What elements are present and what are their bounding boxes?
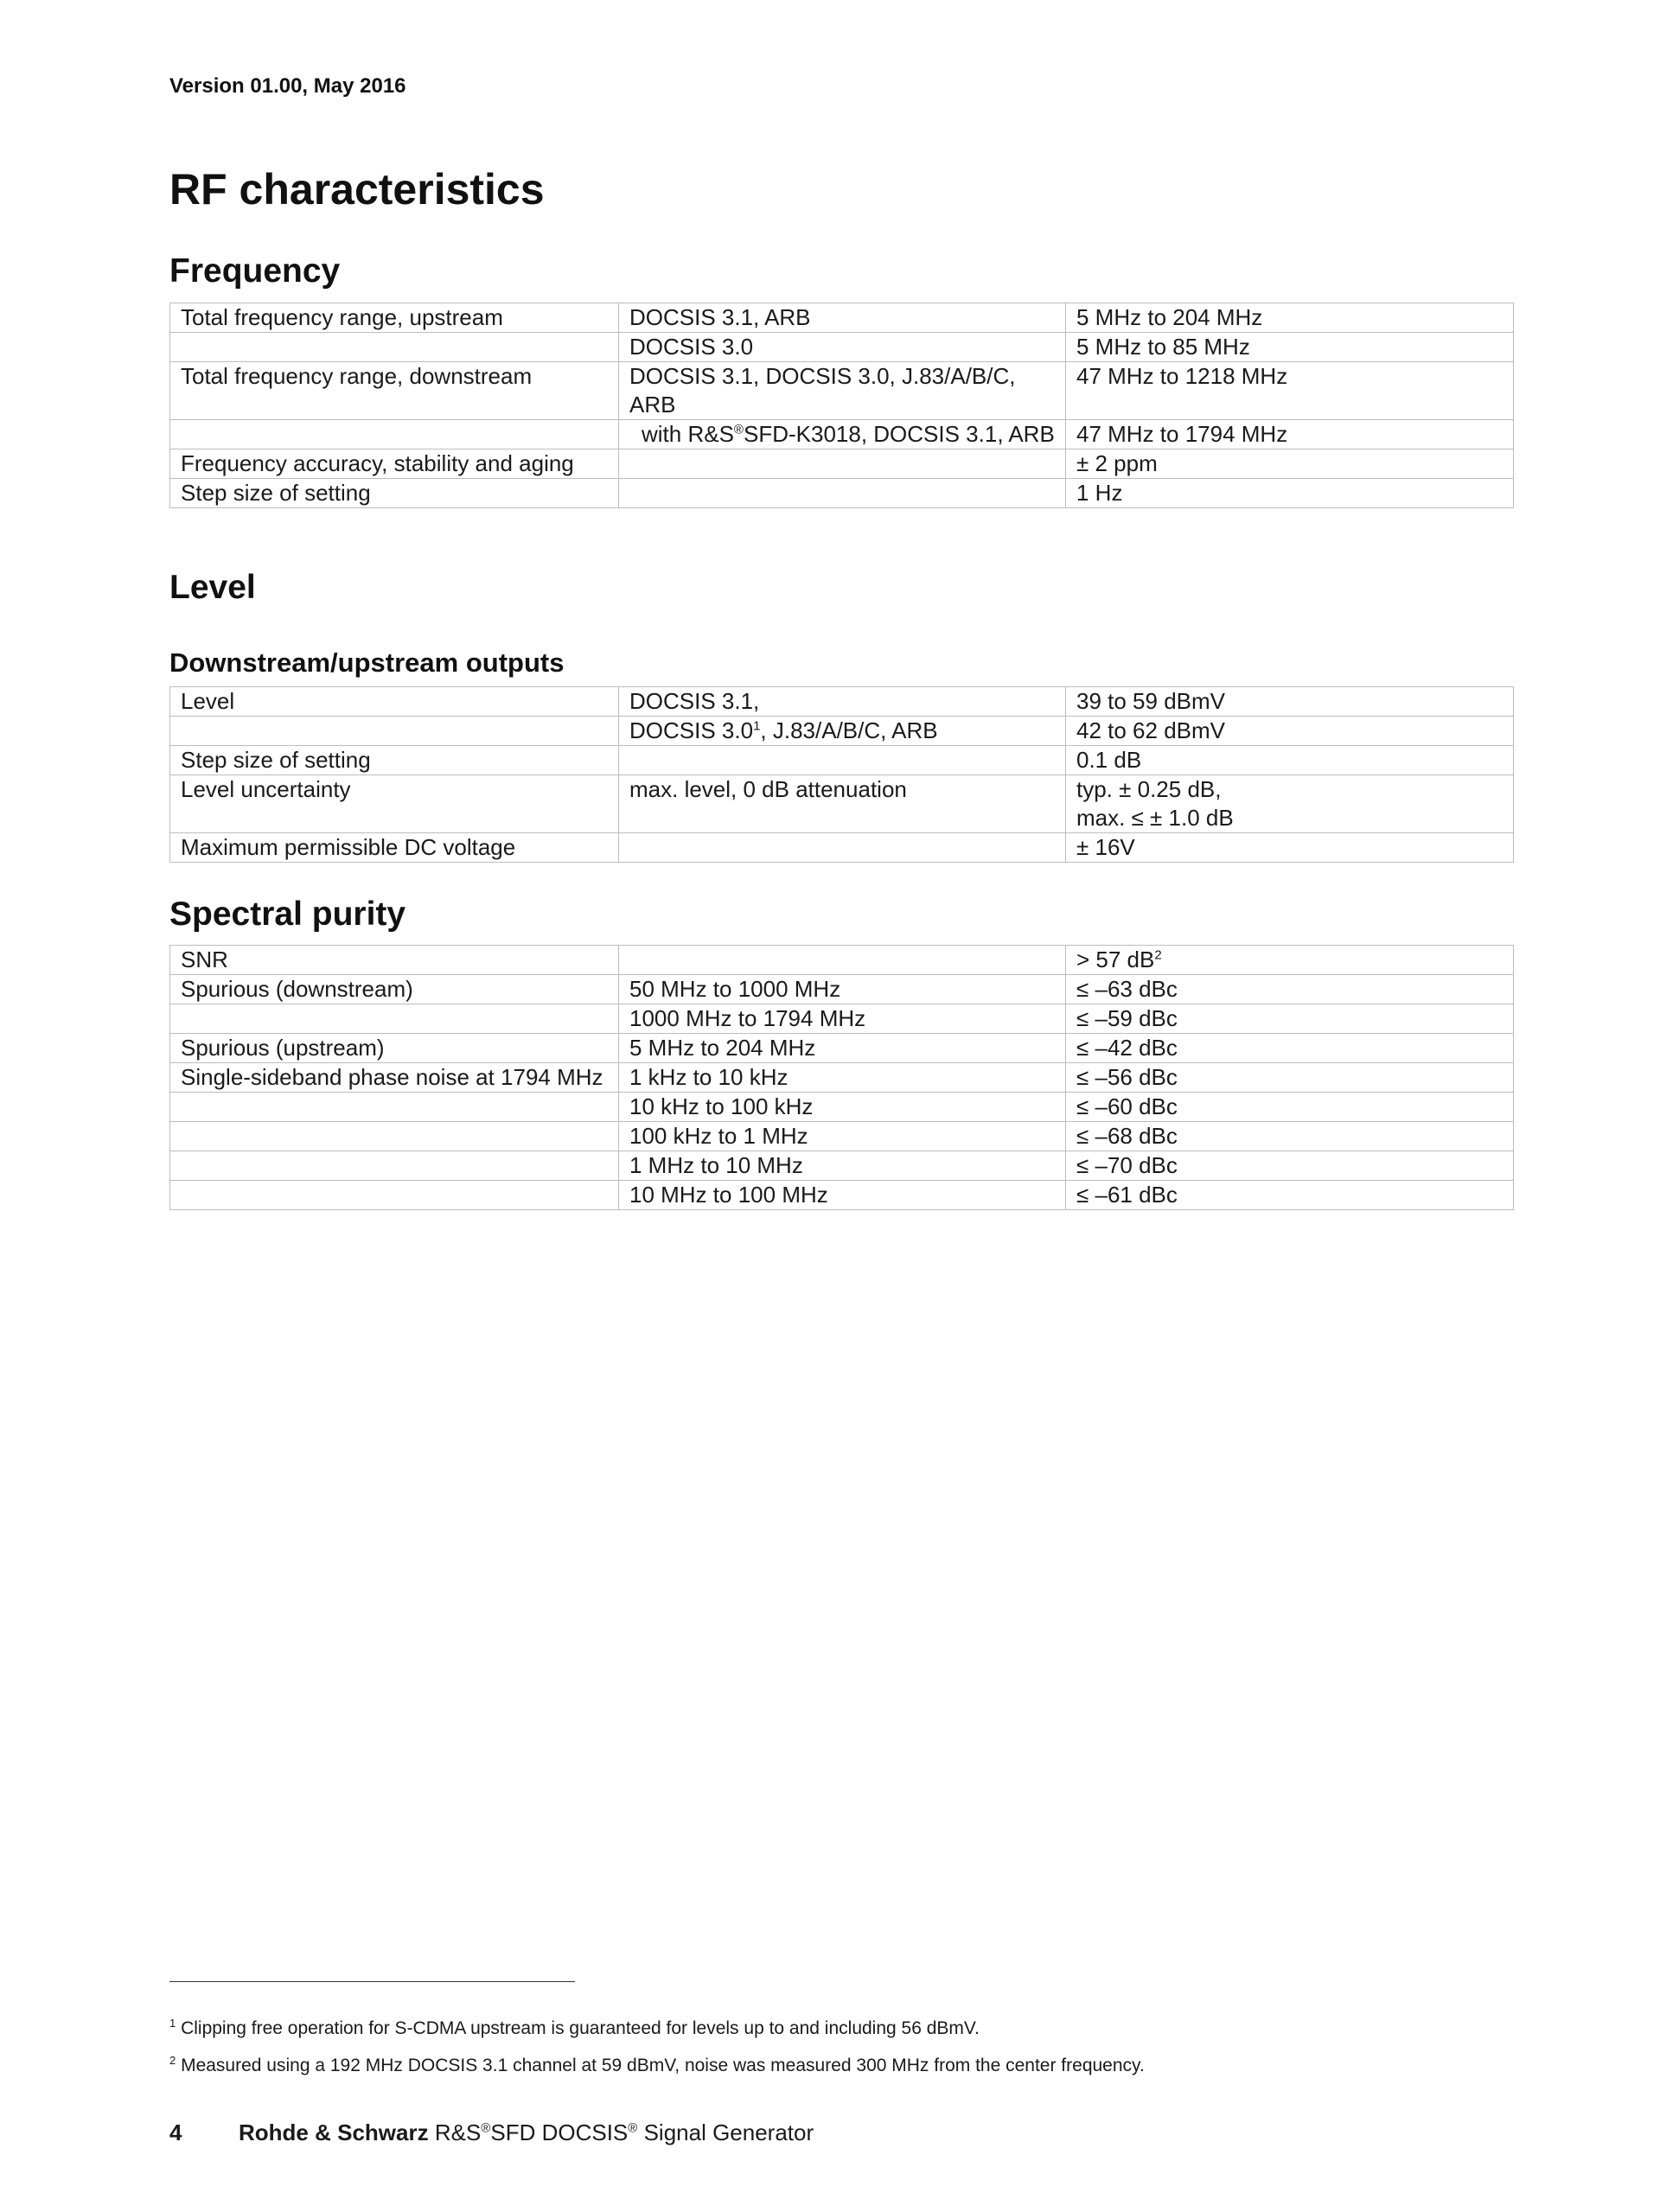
table-row xyxy=(170,420,1514,449)
value-cell: 47 MHz to 1218 MHz xyxy=(1066,362,1514,420)
product-mid: SFD DOCSIS xyxy=(490,2120,629,2145)
footnote-ref: 2 xyxy=(1154,947,1162,963)
param-cell xyxy=(170,1122,619,1151)
condition-cell: max. level, 0 dB attenuation xyxy=(619,775,1066,833)
value-cell: ± 16V xyxy=(1066,833,1514,863)
condition-cell: 1 kHz to 10 kHz xyxy=(619,1063,1066,1093)
spectral-purity-table xyxy=(169,945,1514,1210)
table-row xyxy=(170,833,1514,863)
param-cell xyxy=(170,1151,619,1181)
param-cell: Level uncertainty xyxy=(170,775,619,833)
section-heading-spectral-purity: Spectral purity xyxy=(169,896,406,933)
table-row xyxy=(170,687,1514,717)
footnote-ref: 1 xyxy=(753,718,761,734)
version-header: Version 01.00, May 2016 xyxy=(169,74,406,98)
condition-cell: 5 MHz to 204 MHz xyxy=(619,1034,1066,1063)
param-cell: Single-sideband phase noise at 1794 MHz xyxy=(170,1063,619,1093)
condition-cell xyxy=(619,449,1066,479)
param-cell: Total frequency range, upstream xyxy=(170,303,619,333)
product-prefix: R&S xyxy=(434,2120,482,2145)
param-cell xyxy=(170,1181,619,1210)
condition-cell xyxy=(619,420,1066,449)
footnote-mark: 2 xyxy=(169,2054,176,2067)
param-cell: Step size of setting xyxy=(170,746,619,775)
table-row xyxy=(170,449,1514,479)
table-row xyxy=(170,303,1514,333)
param-cell xyxy=(170,333,619,362)
value-cell: ≤ –60 dBc xyxy=(1066,1093,1514,1122)
subsection-heading-outputs: Downstream/upstream outputs xyxy=(169,647,565,678)
table-row xyxy=(170,362,1514,420)
param-cell: Level xyxy=(170,687,619,717)
condition-cell: DOCSIS 3.0 xyxy=(619,333,1066,362)
param-cell: Maximum permissible DC voltage xyxy=(170,833,619,863)
cond-text: , J.83/A/B/C, ARB xyxy=(760,717,938,743)
value-cell: 47 MHz to 1794 MHz xyxy=(1066,420,1514,449)
table-row xyxy=(170,1122,1514,1151)
condition-cell xyxy=(619,479,1066,508)
condition-cell xyxy=(619,946,1066,975)
table-row xyxy=(170,1034,1514,1063)
table-row xyxy=(170,746,1514,775)
footnote-divider xyxy=(169,1981,575,1982)
value-cell: ≤ –63 dBc xyxy=(1066,975,1514,1004)
param-cell: Spurious (upstream) xyxy=(170,1034,619,1063)
page-number: 4 xyxy=(169,2120,182,2145)
table-row xyxy=(170,775,1514,833)
table-row xyxy=(170,1181,1514,1210)
cond-text: SFD-K3018, DOCSIS 3.1, ARB xyxy=(743,421,1055,447)
table-row xyxy=(170,1093,1514,1122)
cond-text: with R&S xyxy=(642,421,734,447)
registered-mark: ® xyxy=(481,2120,491,2136)
condition-cell: DOCSIS 3.1, xyxy=(619,687,1066,717)
condition-cell xyxy=(619,833,1066,863)
condition-cell: 1 MHz to 10 MHz xyxy=(619,1151,1066,1181)
value-cell: ≤ –68 dBc xyxy=(1066,1122,1514,1151)
param-cell: Frequency accuracy, stability and aging xyxy=(170,449,619,479)
section-heading-frequency: Frequency xyxy=(169,252,341,290)
condition-cell: 10 kHz to 100 kHz xyxy=(619,1093,1066,1122)
table-row xyxy=(170,946,1514,975)
product-suffix: Signal Generator xyxy=(643,2120,814,2145)
value-text: > 57 dB xyxy=(1076,947,1155,972)
param-cell: Total frequency range, downstream xyxy=(170,362,619,420)
footnote-text: Clipping free operation for S-CDMA upstream is guaranteed for levels up to and including 56 dBmV. xyxy=(181,2018,980,2038)
cond-text: DOCSIS 3.0 xyxy=(629,717,754,743)
condition-cell: DOCSIS 3.1, DOCSIS 3.0, J.83/A/B/C, ARB xyxy=(619,362,1066,420)
level-table xyxy=(169,686,1514,863)
condition-cell: 50 MHz to 1000 MHz xyxy=(619,975,1066,1004)
value-cell: 5 MHz to 204 MHz xyxy=(1066,303,1514,333)
registered-mark: ® xyxy=(733,422,744,437)
page-footer xyxy=(169,2120,814,2146)
value-line: max. ≤ ± 1.0 dB xyxy=(1076,805,1234,831)
table-row xyxy=(170,1004,1514,1034)
param-cell xyxy=(170,420,619,449)
value-cell xyxy=(1066,946,1514,975)
company-name: Rohde & Schwarz xyxy=(239,2120,429,2145)
value-cell: 39 to 59 dBmV xyxy=(1066,687,1514,717)
registered-mark: ® xyxy=(628,2120,638,2136)
param-cell xyxy=(170,1093,619,1122)
footnote-text: Measured using a 192 MHz DOCSIS 3.1 channel at 59 dBmV, noise was measured 300 MHz from the center frequency. xyxy=(181,2056,1145,2075)
value-cell: ± 2 ppm xyxy=(1066,449,1514,479)
condition-cell: DOCSIS 3.1, ARB xyxy=(619,303,1066,333)
condition-cell: 10 MHz to 100 MHz xyxy=(619,1181,1066,1210)
param-cell xyxy=(170,717,619,746)
page-title: RF characteristics xyxy=(169,165,545,214)
table-row xyxy=(170,479,1514,508)
product-name xyxy=(435,2120,814,2145)
condition-cell: 100 kHz to 1 MHz xyxy=(619,1122,1066,1151)
value-cell: ≤ –70 dBc xyxy=(1066,1151,1514,1181)
table-row xyxy=(170,1151,1514,1181)
value-cell: ≤ –59 dBc xyxy=(1066,1004,1514,1034)
value-cell: 5 MHz to 85 MHz xyxy=(1066,333,1514,362)
table-row xyxy=(170,975,1514,1004)
value-cell: ≤ –56 dBc xyxy=(1066,1063,1514,1093)
value-cell: ≤ –61 dBc xyxy=(1066,1181,1514,1210)
param-cell: SNR xyxy=(170,946,619,975)
value-line: typ. ± 0.25 dB, xyxy=(1076,776,1222,802)
param-cell: Spurious (downstream) xyxy=(170,975,619,1004)
value-cell: 0.1 dB xyxy=(1066,746,1514,775)
param-cell: Step size of setting xyxy=(170,479,619,508)
value-cell: ≤ –42 dBc xyxy=(1066,1034,1514,1063)
table-row xyxy=(170,717,1514,746)
value-cell: 42 to 62 dBmV xyxy=(1066,717,1514,746)
footnote-2 xyxy=(169,2056,1145,2076)
frequency-table xyxy=(169,303,1514,508)
table-row xyxy=(170,333,1514,362)
condition-cell xyxy=(619,746,1066,775)
value-cell: 1 Hz xyxy=(1066,479,1514,508)
section-heading-level: Level xyxy=(169,569,256,606)
table-row xyxy=(170,1063,1514,1093)
param-cell xyxy=(170,1004,619,1034)
condition-cell xyxy=(619,717,1066,746)
condition-cell: 1000 MHz to 1794 MHz xyxy=(619,1004,1066,1034)
footnote-mark: 1 xyxy=(169,2017,176,2030)
footnote-1 xyxy=(169,2018,980,2039)
value-cell xyxy=(1066,775,1514,833)
